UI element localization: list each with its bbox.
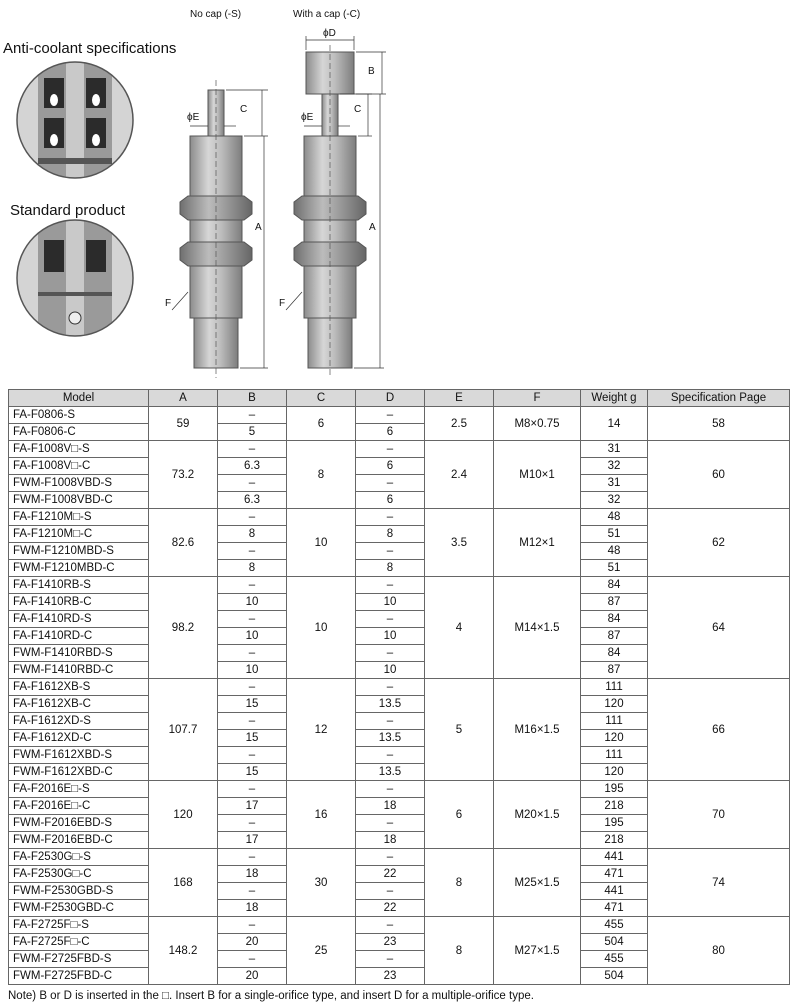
dim-phi-e-with-cap: ϕE: [301, 112, 314, 123]
cell-f: M25×1.5: [494, 849, 581, 917]
cell-b: –: [218, 917, 287, 934]
cell-c: 25: [287, 917, 356, 985]
cell-model: FWM-F1612XBD-S: [9, 747, 149, 764]
cell-d: –: [356, 611, 425, 628]
cell-f: M14×1.5: [494, 577, 581, 679]
cell-f: M12×1: [494, 509, 581, 577]
table-row: [9, 577, 790, 594]
header-row: [9, 390, 790, 407]
cell-weight: 441: [581, 849, 648, 866]
cell-c: 16: [287, 781, 356, 849]
cell-d: –: [356, 509, 425, 526]
cell-b: –: [218, 883, 287, 900]
cell-f: M16×1.5: [494, 679, 581, 781]
cell-model: FWM-F1410RBD-C: [9, 662, 149, 679]
cell-f: M8×0.75: [494, 407, 581, 441]
cell-model: FA-F2725F□-C: [9, 934, 149, 951]
header-spec-page: Specification Page: [648, 390, 790, 407]
cell-d: –: [356, 645, 425, 662]
cell-d: 22: [356, 866, 425, 883]
cell-weight: 84: [581, 611, 648, 628]
cell-weight: 471: [581, 866, 648, 883]
cell-b: –: [218, 611, 287, 628]
header-model: Model: [9, 390, 149, 407]
cell-model: FA-F2530G□-S: [9, 849, 149, 866]
cell-b: –: [218, 951, 287, 968]
cell-a: 107.7: [149, 679, 218, 781]
cell-d: –: [356, 713, 425, 730]
cell-a: 120: [149, 781, 218, 849]
cell-b: –: [218, 747, 287, 764]
dim-c-with-cap: C: [354, 104, 362, 115]
cell-b: 8: [218, 560, 287, 577]
cell-weight: 111: [581, 713, 648, 730]
cell-f: M20×1.5: [494, 781, 581, 849]
cell-model: FWM-F1008VBD-C: [9, 492, 149, 509]
cell-model: FA-F2725F□-S: [9, 917, 149, 934]
cell-d: 22: [356, 900, 425, 917]
cell-d: 6: [356, 458, 425, 475]
cell-model: FWM-F1210MBD-C: [9, 560, 149, 577]
cell-model: FWM-F2530GBD-C: [9, 900, 149, 917]
cell-c: 10: [287, 509, 356, 577]
cell-model: FWM-F1410RBD-S: [9, 645, 149, 662]
cell-model: FA-F1410RD-S: [9, 611, 149, 628]
cell-spec-page: 74: [648, 849, 790, 917]
dim-c-no-cap: C: [240, 104, 248, 115]
cell-weight: 504: [581, 934, 648, 951]
dim-f-no-cap: F: [165, 298, 172, 309]
cell-d: 10: [356, 628, 425, 645]
cell-weight: 14: [581, 407, 648, 441]
cell-a: 148.2: [149, 917, 218, 985]
cell-spec-page: 66: [648, 679, 790, 781]
cell-b: 17: [218, 832, 287, 849]
dim-a-no-cap: A: [255, 222, 262, 233]
cell-weight: 48: [581, 543, 648, 560]
cell-model: FA-F1612XD-S: [9, 713, 149, 730]
cell-d: 13.5: [356, 764, 425, 781]
cell-b: –: [218, 407, 287, 424]
cell-spec-page: 62: [648, 509, 790, 577]
cell-weight: 84: [581, 645, 648, 662]
cell-weight: 441: [581, 883, 648, 900]
cell-d: 23: [356, 934, 425, 951]
cell-weight: 84: [581, 577, 648, 594]
with-cap-product: [294, 45, 366, 378]
cell-weight: 31: [581, 475, 648, 492]
cell-b: 15: [218, 730, 287, 747]
cell-weight: 31: [581, 441, 648, 458]
cell-b: 6.3: [218, 458, 287, 475]
cell-b: –: [218, 645, 287, 662]
cell-f: M10×1: [494, 441, 581, 509]
cell-d: 18: [356, 832, 425, 849]
cell-model: FWM-F2016EBD-C: [9, 832, 149, 849]
cell-spec-page: 80: [648, 917, 790, 985]
dim-a-with-cap: A: [369, 222, 376, 233]
cell-c: 10: [287, 577, 356, 679]
cell-b: 20: [218, 968, 287, 985]
cell-weight: 455: [581, 917, 648, 934]
cell-model: FWM-F2725FBD-C: [9, 968, 149, 985]
cell-model: FWM-F2530GBD-S: [9, 883, 149, 900]
dim-f-with-cap: F: [279, 298, 286, 309]
cell-weight: 195: [581, 781, 648, 798]
cell-model: FA-F2016E□-S: [9, 781, 149, 798]
cell-weight: 111: [581, 747, 648, 764]
header-d: D: [356, 390, 425, 407]
cell-model: FA-F2016E□-C: [9, 798, 149, 815]
table-row: [9, 849, 790, 866]
cell-d: –: [356, 577, 425, 594]
cell-a: 168: [149, 849, 218, 917]
diagram-svg: [0, 0, 792, 385]
no-cap-label: No cap (-S): [190, 9, 242, 20]
cell-d: 18: [356, 798, 425, 815]
cell-e: 3.5: [425, 509, 494, 577]
cell-f: M27×1.5: [494, 917, 581, 985]
cell-b: 18: [218, 866, 287, 883]
cell-b: –: [218, 713, 287, 730]
table-row: [9, 917, 790, 934]
cell-spec-page: 60: [648, 441, 790, 509]
cell-spec-page: 70: [648, 781, 790, 849]
cell-weight: 218: [581, 832, 648, 849]
cell-c: 8: [287, 441, 356, 509]
cell-d: –: [356, 815, 425, 832]
cell-d: 10: [356, 662, 425, 679]
cell-e: 8: [425, 849, 494, 917]
cell-weight: 48: [581, 509, 648, 526]
cell-e: 2.5: [425, 407, 494, 441]
cell-c: 6: [287, 407, 356, 441]
cell-c: 12: [287, 679, 356, 781]
cell-b: 15: [218, 696, 287, 713]
cell-b: –: [218, 475, 287, 492]
cell-e: 4: [425, 577, 494, 679]
cell-weight: 51: [581, 526, 648, 543]
cell-d: –: [356, 951, 425, 968]
cell-a: 73.2: [149, 441, 218, 509]
header-weight: Weight g: [581, 390, 648, 407]
cell-b: –: [218, 679, 287, 696]
cell-weight: 87: [581, 628, 648, 645]
product-figure: [0, 0, 792, 385]
cell-weight: 87: [581, 594, 648, 611]
no-cap-product: [180, 80, 252, 378]
cell-weight: 218: [581, 798, 648, 815]
cell-weight: 120: [581, 764, 648, 781]
cell-weight: 51: [581, 560, 648, 577]
cell-a: 82.6: [149, 509, 218, 577]
cell-e: 8: [425, 917, 494, 985]
cell-weight: 32: [581, 492, 648, 509]
cell-b: –: [218, 815, 287, 832]
cell-c: 30: [287, 849, 356, 917]
header-c: C: [287, 390, 356, 407]
cell-b: 15: [218, 764, 287, 781]
cell-weight: 120: [581, 730, 648, 747]
header-b: B: [218, 390, 287, 407]
cell-d: –: [356, 917, 425, 934]
cell-weight: 471: [581, 900, 648, 917]
cell-e: 5: [425, 679, 494, 781]
cell-d: 8: [356, 560, 425, 577]
cell-weight: 455: [581, 951, 648, 968]
cell-d: –: [356, 849, 425, 866]
table-row: [9, 679, 790, 696]
cell-e: 6: [425, 781, 494, 849]
standard-product-label: Standard product: [10, 202, 126, 219]
footnote: Note) B or D is inserted in the □. Insert B for a single-orifice type, and insert D for a multiple-orifice type.: [8, 990, 534, 1002]
cell-model: FA-F1210M□-S: [9, 509, 149, 526]
cell-spec-page: 58: [648, 407, 790, 441]
cell-d: –: [356, 679, 425, 696]
cell-b: –: [218, 849, 287, 866]
cell-model: FA-F1612XB-S: [9, 679, 149, 696]
cell-weight: 195: [581, 815, 648, 832]
header-f: F: [494, 390, 581, 407]
cell-weight: 32: [581, 458, 648, 475]
cell-d: 8: [356, 526, 425, 543]
header-e: E: [425, 390, 494, 407]
cell-b: 10: [218, 628, 287, 645]
anti-coolant-label: Anti-coolant specifications: [3, 40, 177, 57]
cell-d: 23: [356, 968, 425, 985]
cell-b: 18: [218, 900, 287, 917]
cell-spec-page: 64: [648, 577, 790, 679]
cell-model: FA-F0806-S: [9, 407, 149, 424]
cell-a: 98.2: [149, 577, 218, 679]
cell-weight: 504: [581, 968, 648, 985]
anti-coolant-detail: [15, 60, 135, 180]
cell-d: 6: [356, 492, 425, 509]
table-row: [9, 781, 790, 798]
table-row: [9, 441, 790, 458]
dim-b: B: [368, 66, 375, 77]
cell-model: FWM-F1210MBD-S: [9, 543, 149, 560]
cell-d: –: [356, 407, 425, 424]
cell-b: 10: [218, 662, 287, 679]
cell-b: –: [218, 543, 287, 560]
cell-d: –: [356, 441, 425, 458]
cell-b: 5: [218, 424, 287, 441]
cell-e: 2.4: [425, 441, 494, 509]
cell-b: –: [218, 441, 287, 458]
cell-model: FA-F1008V□-S: [9, 441, 149, 458]
cell-model: FWM-F1008VBD-S: [9, 475, 149, 492]
cell-weight: 120: [581, 696, 648, 713]
cell-d: –: [356, 781, 425, 798]
cell-weight: 87: [581, 662, 648, 679]
with-cap-label: With a cap (-C): [293, 9, 361, 20]
cell-model: FA-F0806-C: [9, 424, 149, 441]
cell-b: –: [218, 577, 287, 594]
cell-model: FA-F1008V□-C: [9, 458, 149, 475]
specification-table: [8, 389, 790, 985]
table-row: [9, 509, 790, 526]
dim-phi-e-no-cap: ϕE: [187, 112, 200, 123]
cell-b: –: [218, 509, 287, 526]
cell-model: FA-F1612XD-C: [9, 730, 149, 747]
cell-model: FA-F1210M□-C: [9, 526, 149, 543]
cell-d: 6: [356, 424, 425, 441]
cell-b: 6.3: [218, 492, 287, 509]
cell-d: –: [356, 883, 425, 900]
cell-model: FA-F2530G□-C: [9, 866, 149, 883]
cell-d: 13.5: [356, 730, 425, 747]
cell-model: FA-F1410RD-C: [9, 628, 149, 645]
cell-d: –: [356, 747, 425, 764]
cell-b: –: [218, 781, 287, 798]
cell-model: FA-F1410RB-C: [9, 594, 149, 611]
cell-model: FA-F1612XB-C: [9, 696, 149, 713]
table-body: [9, 407, 790, 985]
cell-d: 13.5: [356, 696, 425, 713]
cell-model: FWM-F1612XBD-C: [9, 764, 149, 781]
cell-model: FWM-F2016EBD-S: [9, 815, 149, 832]
cell-b: 10: [218, 594, 287, 611]
cell-weight: 111: [581, 679, 648, 696]
cell-model: FA-F1410RB-S: [9, 577, 149, 594]
dim-phi-d: ϕD: [323, 28, 336, 39]
table-row: [9, 407, 790, 424]
cell-b: 17: [218, 798, 287, 815]
cell-d: –: [356, 475, 425, 492]
cell-a: 59: [149, 407, 218, 441]
cell-b: 8: [218, 526, 287, 543]
cell-d: –: [356, 543, 425, 560]
header-a: A: [149, 390, 218, 407]
cell-model: FWM-F2725FBD-S: [9, 951, 149, 968]
cell-d: 10: [356, 594, 425, 611]
cell-b: 20: [218, 934, 287, 951]
